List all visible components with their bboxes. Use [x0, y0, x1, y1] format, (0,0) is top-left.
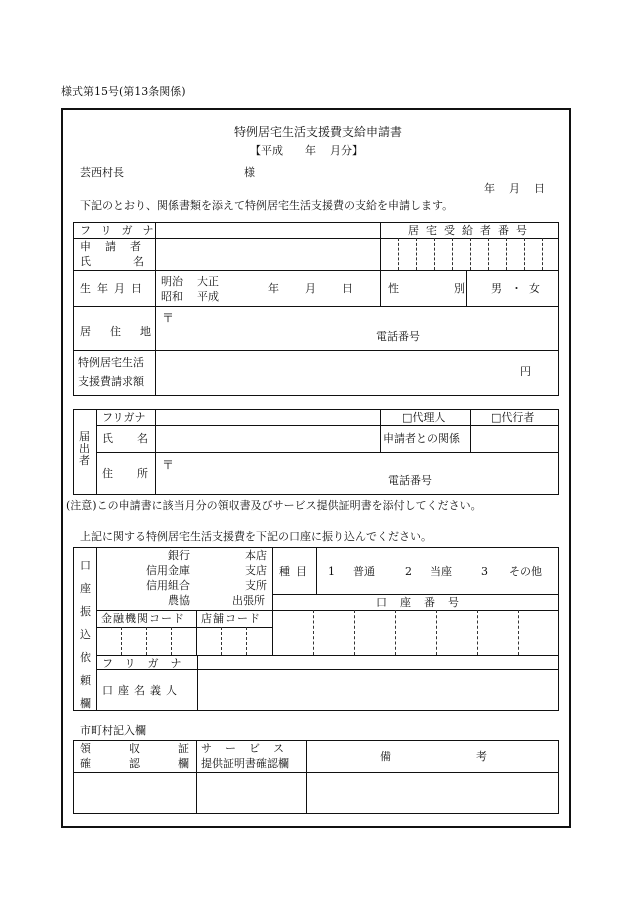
era-meiji: 明治 [161, 275, 183, 288]
branch-office: 出張所 [232, 594, 265, 607]
intro-text: 下記のとおり、関係書類を添えて特例居宅生活支援費の支給を申請します。 [80, 199, 454, 212]
institution-code-label: 金融機関コード [101, 612, 185, 625]
receipt-check-label-1: 領収証 [80, 742, 227, 755]
era-showa: 昭和 [161, 290, 183, 303]
type-2-no: 2 [405, 565, 412, 578]
inst-bank: 銀行 [168, 549, 190, 562]
filer-agent-checkbox[interactable]: □代理人 [402, 411, 446, 424]
type-3-no: 3 [481, 565, 488, 578]
sex-male: 男 [491, 282, 502, 295]
filer-name-label: 氏名 [102, 432, 172, 445]
type-1-ordinary: 普通 [353, 565, 375, 578]
bracket-open: 【 [250, 144, 261, 157]
remarks-label: 備考 [380, 750, 572, 763]
period-year: 年 [305, 144, 316, 157]
filer-side-label: 届出者 [79, 430, 90, 467]
branch-branch: 支店 [245, 564, 267, 577]
dob-day: 日 [342, 282, 353, 295]
sex-dot: ・ [511, 282, 522, 295]
holder-label: 口座名義人 [102, 684, 182, 697]
phone-label: 電話番号 [376, 330, 420, 343]
service-cert-label-2: 提供証明書確認欄 [201, 757, 289, 770]
service-cert-label-1: サービス [201, 742, 297, 755]
addressee-name: 芸西村長 [80, 166, 124, 179]
recipient-number-label: 居宅受給者番号 [408, 224, 534, 237]
form-title: 特例居宅生活支援費支給申請書 [234, 125, 403, 139]
dob-month: 月 [305, 282, 316, 295]
filer-furigana-label: フリガナ [102, 411, 146, 424]
dob-label: 生年月日 [80, 282, 148, 295]
period-line [250, 145, 363, 156]
branch-head: 本店 [245, 549, 267, 562]
inst-nokyo: 農協 [168, 594, 190, 607]
branch-code-label: 店舗コード [201, 612, 261, 625]
type-3-other: その他 [509, 565, 542, 578]
sex-label-2: 別 [454, 282, 465, 295]
address-label: 居住地 [80, 325, 170, 338]
postal-mark: 〒 [162, 311, 175, 325]
municipal-section-label: 市町村記入欄 [80, 724, 146, 737]
filer-postal-mark: 〒 [162, 458, 175, 472]
sex-label-1: 性 [388, 282, 399, 295]
date-month: 月 [509, 182, 520, 195]
date-day: 日 [534, 182, 545, 195]
inst-kumiai: 信用組合 [146, 579, 190, 592]
applicant-name-label-1: 申請者 [80, 240, 155, 253]
era-heisei: 平成 [197, 290, 219, 303]
type-1-no: 1 [328, 565, 335, 578]
bank-intro-text: 上記に関する特例居宅生活支援費を下記の口座に振り込んでください。 [80, 530, 432, 543]
period-month: 月分 [330, 144, 352, 157]
branch-sub: 支所 [245, 579, 267, 592]
claim-label-2: 支援費請求額 [78, 375, 144, 388]
account-number-label: 口座番号 [376, 596, 472, 609]
type-2-current: 当座 [430, 565, 452, 578]
filer-address-label: 住所 [102, 467, 172, 480]
form-reference: 様式第15号(第13条関係) [61, 85, 186, 98]
receipt-check-label-2: 確認欄 [80, 757, 227, 770]
yen-unit: 円 [520, 365, 531, 378]
bank-side-label: 口座振込依頼欄 [80, 559, 91, 710]
addressee-honorific: 様 [244, 166, 255, 179]
period-era: 平成 [261, 144, 283, 157]
filer-phone-label: 電話番号 [388, 474, 432, 487]
applicant-furigana-label: フリガナ [80, 224, 164, 237]
applicant-name-label-2: 氏名 [80, 255, 186, 268]
bracket-close: 】 [352, 144, 363, 157]
inst-shinkin: 信用金庫 [146, 564, 190, 577]
dob-year: 年 [268, 282, 279, 295]
date-year: 年 [484, 182, 495, 195]
holder-furigana-label: フリガナ [102, 657, 194, 670]
filer-proxy-checkbox[interactable]: □代行者 [491, 411, 535, 424]
era-taisho: 大正 [197, 275, 219, 288]
filer-relation-label: 申請者との関係 [383, 432, 460, 445]
attachment-note: (注意)この申請書に該当月分の領収書及びサービス提供証明書を添付してください。 [66, 499, 482, 512]
sex-female: 女 [529, 282, 540, 295]
account-type-label: 種目 [279, 565, 313, 578]
claim-label-1: 特例居宅生活 [78, 356, 144, 369]
